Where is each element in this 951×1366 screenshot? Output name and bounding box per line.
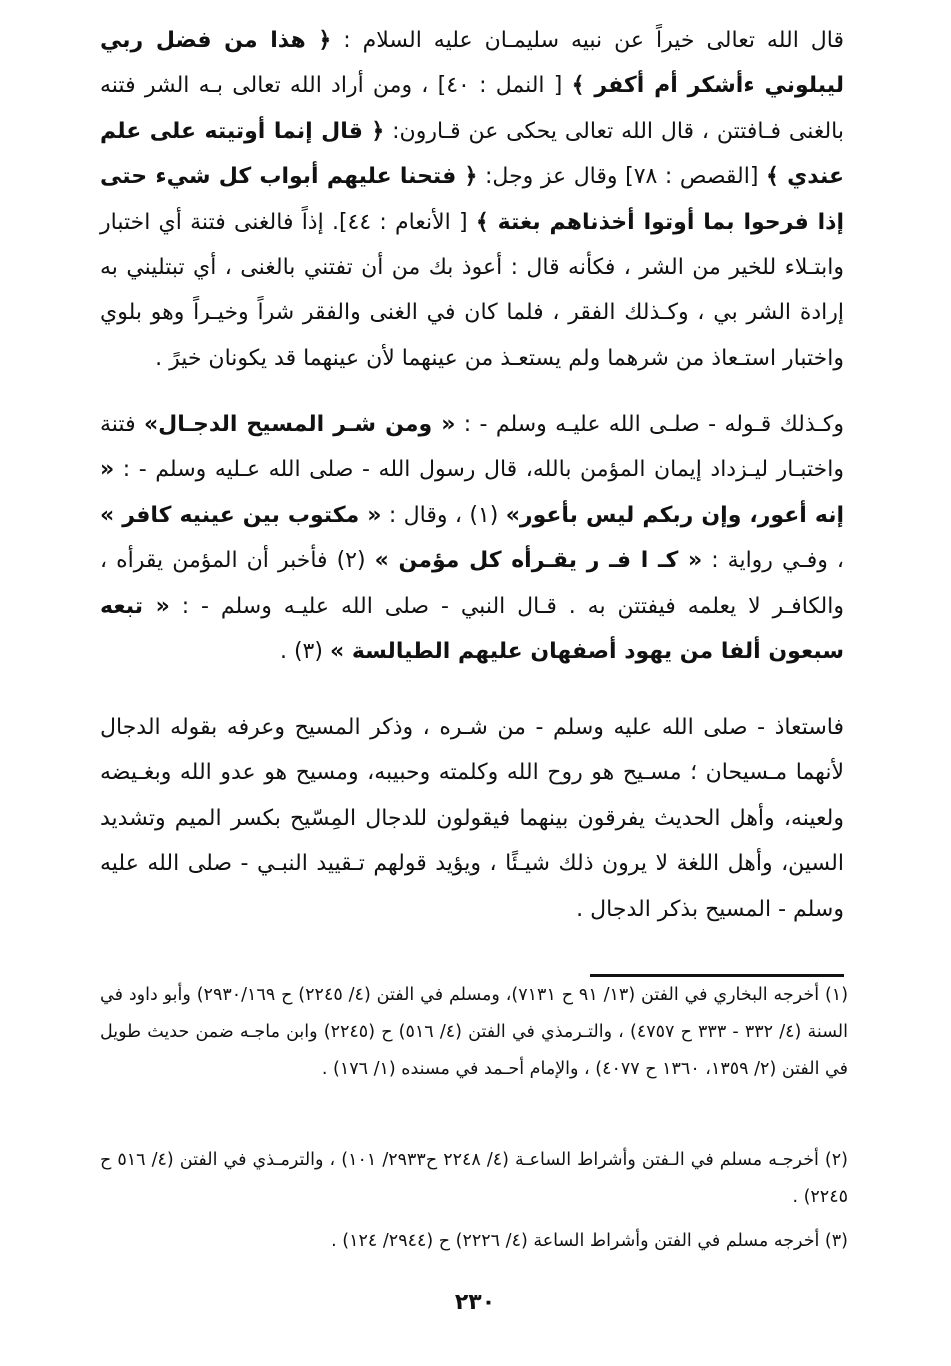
paragraph-text: (٢) فأخبر أن المؤمن يقرأه ، والكافـر لا يعلمه فيفتتن به . قـال النبي - صلى الله عليـه وسلم - : xyxy=(100,548,844,619)
hadith-quote: « مكتوب بين عينيه كافر » xyxy=(100,502,382,528)
quran-verse: ﴿ هذا من فضل ربي ليبلوني ءأشكر أم أكفر ﴾ xyxy=(100,28,844,99)
footnote: (٢) أخرجـه مسلم في الـفتن وأشراط الساعـة (٤/ ٢٢٤٨ ح٢٩٣٣/ ١٠١) ، والترمـذي في الفتن (٤/ ٥١٦ ح ٢٢٤٥) . xyxy=(100,1150,848,1207)
paragraph-text: [القصص : ٧٨] وقال عز وجل: xyxy=(477,164,766,190)
page-number: ٢٣٠ xyxy=(454,1290,496,1315)
paragraph-text: قال الله تعالى خيراً عن نبيه سليمـان عليه السلام : xyxy=(331,28,844,53)
hadith-quote: « كـ ا فـ ر يقـرأه كل مؤمن » xyxy=(374,548,703,574)
paragraph-text: فاستعاذ - صلى الله عليه وسلم - من شـره ، وذكر المسيح وعرفه بقوله الدجال لأنهما مـسيحان ؛ مسـيح هو روح الله وكلمته وحبيبه، ومسيح هو عدو الله وبغـيضه ولعينه، وأهل الحديث يفرقون بينهما فيقولون للدجال المِسّيح بكسر الميم وتشديد السين، وأهل اللغة لا يرون ذلك شيـئًا ، ويؤيد قولهم تـقييد النبـي - صلى الله عليه وسلم - المسيح بذكر الدجال . xyxy=(100,715,844,922)
hadith-quote: « ومن شـر المسيح الدجـال» xyxy=(143,412,456,437)
body-paragraph xyxy=(100,402,844,674)
paragraph-text: (٣) . xyxy=(279,639,330,665)
hadith-quote: « تبعه سبعون ألفا من يهود أصفهان عليهم الطيالسة » xyxy=(100,593,844,665)
hadith-quote: « إنه أعور، وإن ربكم ليس بأعور» xyxy=(100,457,844,528)
paragraph-text: فتنة واختبـار ليـزداد إيمان المؤمن بالله، قال رسول الله - صلى الله عـليه وسلم - : xyxy=(100,412,844,483)
quran-verse: ﴿ فتحنا عليهم أبواب كل شيء حتى إذا فرحوا بما أوتوا أخذناهم بغتة ﴾ xyxy=(100,164,845,235)
paragraph-text: ، وفـي رواية : xyxy=(702,548,845,574)
quran-verse: ﴿ قال إنما أوتيته على علم عندي ﴾ xyxy=(100,118,845,190)
paragraph-text: (١) ، وقال : xyxy=(381,502,506,528)
paragraph-text: وكـذلك قـوله - صلـى الله عليـه وسلم - : xyxy=(455,412,844,437)
footnote: (٣) أخرجه مسلم في الفتن وأشراط الساعة (٤/ ٢٢٢٦) ح (٢٩٤٤/ ١٢٤) . xyxy=(331,1231,848,1251)
body-paragraph xyxy=(100,705,844,932)
body-paragraph xyxy=(100,18,844,381)
paragraph-text: [ النمل : ٤٠] ، ومن أراد الله تعالى بـه الشر فتنه بالغنى فـافتتن ، قال الله تعالى يحكى عن قـارون: xyxy=(100,73,845,144)
footnote: (١) أخرجه البخاري في الفتن (١٣/ ٩١ ح ٧١٣١)، ومسلم في الفتن (٤/ ٢٢٤٥) ح ٢٩٣٠/١٦٩) وأبو داود في السنة (٤/ ٣٣٢ - ٣٣٣ ح ٤٧٥٧) ، والتـرمذي في الفتن (٤/ ٥١٦) ح (٢٢٤٥) وابن ماجـه ضمن حديث طويل في الفتن (٢/ ١٣٥٩، ١٣٦٠ ح ٤٠٧٧) ، والإمام أحـمد في مسنده (١/ ١٧٦) . xyxy=(100,985,849,1079)
paragraph-text: [ الأنعام : ٤٤]. إذاً فالغنى فتنة أي اختبار وابتـلاء للخير من الشر ، فكأنه قال : أعوذ بك من أن تفتني بالغنى ، أي تبتليني به إرادة الشر بي ، وكـذلك الفقر ، فلما كان في الغنى والفقر شراً وخيـراً وهو بلوي واختبار استـعاذ من شرهما ولم يستعـذ من عينهما لأن عينهما قد يكونان خيرً . xyxy=(100,209,844,371)
